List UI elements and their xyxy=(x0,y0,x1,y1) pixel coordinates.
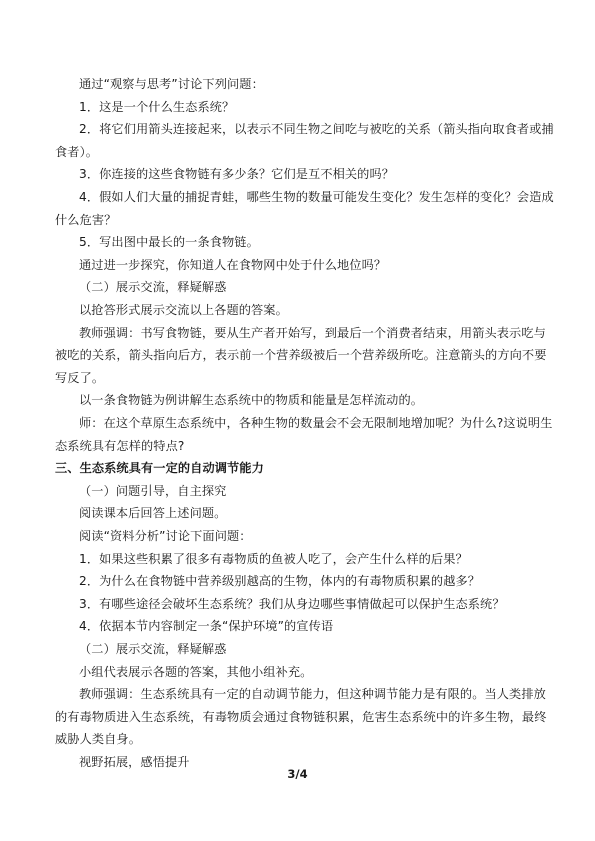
text-line: （一）问题引导，自主探究 xyxy=(79,483,227,498)
text-line: 教师强调：书写食物链，要从生产者开始写，到最后一个消费者结束，用箭头表示吃与 xyxy=(79,325,546,340)
text-line: 2．将它们用箭头连接起来，以表示不同生物之间吃与被吃的关系（箭头指向取食者或捕 xyxy=(79,122,554,137)
text-line: 5．写出图中最长的一条食物链。 xyxy=(79,235,259,250)
text-line: 食者）。 xyxy=(55,144,99,159)
text-line: 小组代表展示各题的答案，其他小组补充。 xyxy=(79,664,313,679)
text-line: 1．这是一个什么生态系统？ xyxy=(79,99,235,114)
page-number: 3/4 xyxy=(287,767,308,781)
text-line: 阅读“资料分析”讨论下面问题： xyxy=(79,529,252,543)
text-line: 通过进一步探究，你知道人在食物网中处于什么地位吗？ xyxy=(79,257,387,272)
text-line: 阅读课本后回答上述问题。 xyxy=(79,506,227,521)
text-line: （二）展示交流，释疑解惑 xyxy=(79,280,227,295)
text-line: 4．依据本节内容制定一条“保护环境”的宣传语 xyxy=(79,619,334,634)
text-line: 态系统具有怎样的特点? xyxy=(55,438,185,453)
text-line: 师：在这个草原生态系统中，各种生物的数量会不会无限制地增加呢？为什么?这说明生 xyxy=(79,416,553,430)
text-line: 3．你连接的这些食物链有多少条？它们是互不相关的吗？ xyxy=(79,167,395,182)
text-line: 什么危害？ xyxy=(55,212,117,227)
text-line: 教师强调：生态系统具有一定的自动调节能力，但这种调节能力是有限的。当人类排放 xyxy=(79,687,546,702)
text-line: 的有毒物质进入生态系统，有毒物质会通过食物链积累，危害生态系统中的许多生物，最终 xyxy=(55,709,547,724)
text-line: 视野拓展，感悟提升 xyxy=(79,755,190,769)
text-line: 以一条食物链为例讲解生态系统中的物质和能量是怎样流动的。 xyxy=(79,393,424,408)
text-line: 威胁人类自身。 xyxy=(55,732,142,747)
text-line: 写反了。 xyxy=(55,370,105,385)
text-line: 被吃的关系，箭头指向后方，表示前一个营养级被后一个营养级所吃。注意箭头的方向不要 xyxy=(55,348,547,363)
text-line: （二）展示交流，释疑解惑 xyxy=(79,642,227,656)
section-heading: 三、生态系统具有一定的自动调节能力 xyxy=(55,461,264,476)
text-line: 以抢答形式展示交流以上各题的答案。 xyxy=(79,303,288,317)
text-line: 1．如果这些积累了很多有毒物质的鱼被人吃了，会产生什么样的后果？ xyxy=(79,551,468,566)
text-line: 2．为什么在食物链中营养级别越高的生物，体内的有毒物质积累的越多？ xyxy=(79,574,481,589)
text-line: 3．有哪些途径会破坏生态系统？我们从身边哪些事情做起可以保护生态系统？ xyxy=(79,596,505,611)
text-line: 4．假如人们大量的捕捉青蛙，哪些生物的数量可能发生变化？发生怎样的变化？会造成 xyxy=(79,190,554,204)
text-line: 通过“观察与思考”讨论下列问题： xyxy=(79,77,264,91)
